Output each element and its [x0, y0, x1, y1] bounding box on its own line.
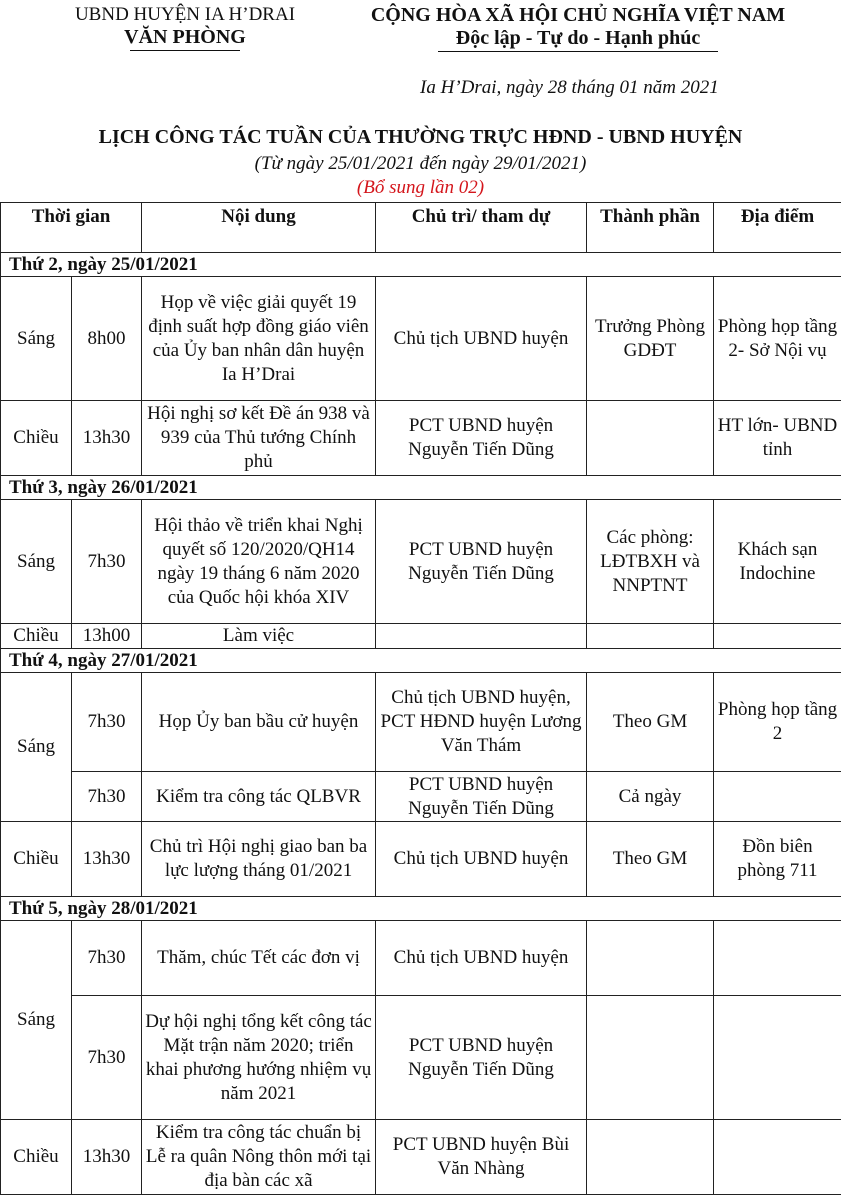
host-cell	[376, 624, 587, 649]
session-cell: Chiều	[1, 1120, 72, 1195]
members-cell: Trưởng Phòng GDĐT	[587, 277, 714, 401]
time-cell: 7h30	[72, 921, 142, 996]
table-row	[1, 277, 841, 401]
host-cell: PCT UBND huyện Nguyễn Tiến Dũng	[376, 500, 587, 624]
table-row	[1, 1120, 841, 1195]
location-cell	[714, 772, 841, 822]
table-row	[1, 624, 841, 649]
location-cell: Khách sạn Indochine	[714, 500, 841, 624]
national-block	[318, 4, 838, 52]
members-cell: Theo GM	[587, 822, 714, 897]
content-cell: Hội thảo về triển khai Nghị quyết số 120/2020/QH14 ngày 19 tháng 6 năm 2020 của Quốc hội khóa XIV	[142, 500, 376, 624]
members-cell	[587, 996, 714, 1120]
location-cell	[714, 1120, 841, 1195]
header-time: Thời gian	[1, 203, 142, 253]
date-line: Ia H’Drai, ngày 28 tháng 01 năm 2021	[420, 77, 719, 98]
header-content: Nội dung	[142, 203, 376, 253]
session-cell: Sáng	[1, 277, 72, 401]
members-cell	[587, 921, 714, 996]
time-cell: 7h30	[72, 772, 142, 822]
session-cell: Chiều	[1, 401, 72, 476]
table-row	[1, 500, 841, 624]
content-cell: Họp Ủy ban bầu cử huyện	[142, 673, 376, 772]
document-title: LỊCH CÔNG TÁC TUẦN CỦA THƯỜNG TRỰC HĐND - UBND HUYỆN	[98, 126, 743, 148]
day-label: Thứ 3, ngày 26/01/2021	[1, 476, 841, 500]
content-cell: Hội nghị sơ kết Đề án 938 và 939 của Thủ tướng Chính phủ	[142, 401, 376, 476]
location-cell	[714, 921, 841, 996]
time-cell: 8h00	[72, 277, 142, 401]
supplement-note: (Bổ sung lần 02)	[356, 177, 485, 198]
header-members: Thành phần	[587, 203, 714, 253]
host-cell: Chủ tịch UBND huyện, PCT HĐND huyện Lương Văn Thám	[376, 673, 587, 772]
content-cell: Làm việc	[142, 624, 376, 649]
members-cell	[587, 624, 714, 649]
day-row	[1, 897, 841, 921]
host-cell: PCT UBND huyện Bùi Văn Nhàng	[376, 1120, 587, 1195]
members-cell	[587, 1120, 714, 1195]
time-cell: 13h30	[72, 1120, 142, 1195]
content-cell: Thăm, chúc Tết các đơn vị	[142, 921, 376, 996]
session-cell: Chiều	[1, 822, 72, 897]
issuer-dept: VĂN PHÒNG	[124, 26, 246, 48]
time-cell: 13h30	[72, 822, 142, 897]
content-cell: Họp về việc giải quyết 19 định suất hợp đồng giáo viên của Ủy ban nhân dân huyện Ia H’Drai	[142, 277, 376, 401]
table-row	[1, 401, 841, 476]
time-cell: 13h00	[72, 624, 142, 649]
host-cell: PCT UBND huyện Nguyễn Tiến Dũng	[376, 401, 587, 476]
content-cell: Dự hội nghị tổng kết công tác Mặt trận năm 2020; triển khai phương hướng nhiệm vụ năm 2021	[142, 996, 376, 1120]
header-host: Chủ trì/ tham dự	[376, 203, 587, 253]
day-label: Thứ 5, ngày 28/01/2021	[1, 897, 841, 921]
session-cell: Sáng	[1, 500, 72, 624]
members-cell: Cả ngày	[587, 772, 714, 822]
session-cell: Chiều	[1, 624, 72, 649]
document-subtitle: (Từ ngày 25/01/2021 đến ngày 29/01/2021)	[254, 153, 587, 174]
host-cell: Chủ tịch UBND huyện	[376, 822, 587, 897]
day-label: Thứ 2, ngày 25/01/2021	[1, 253, 841, 277]
national-motto: Độc lập - Tự do - Hạnh phúc	[455, 27, 701, 49]
table-row	[1, 996, 841, 1120]
host-cell: PCT UBND huyện Nguyễn Tiến Dũng	[376, 772, 587, 822]
host-cell: PCT UBND huyện Nguyễn Tiến Dũng	[376, 996, 587, 1120]
issuer-underline	[130, 50, 240, 51]
host-cell: Chủ tịch UBND huyện	[376, 277, 587, 401]
issuer-org: UBND HUYỆN IA H’DRAI	[74, 4, 296, 25]
table-header-row	[1, 203, 841, 253]
members-cell: Các phòng: LĐTBXH và NNPTNT	[587, 500, 714, 624]
content-cell: Kiểm tra công tác chuẩn bị Lễ ra quân Nông thôn mới tại địa bàn các xã	[142, 1120, 376, 1195]
session-cell: Sáng	[1, 673, 72, 822]
schedule-table	[0, 202, 841, 1195]
header-location: Địa điểm	[714, 203, 841, 253]
content-cell: Chủ trì Hội nghị giao ban ba lực lượng tháng 01/2021	[142, 822, 376, 897]
location-cell	[714, 996, 841, 1120]
table-row	[1, 921, 841, 996]
location-cell: Phòng họp tầng 2- Sở Nội vụ	[714, 277, 841, 401]
content-cell: Kiểm tra công tác QLBVR	[142, 772, 376, 822]
time-cell: 13h30	[72, 401, 142, 476]
session-cell: Sáng	[1, 921, 72, 1120]
location-cell: HT lớn- UBND tỉnh	[714, 401, 841, 476]
host-cell: Chủ tịch UBND huyện	[376, 921, 587, 996]
time-cell: 7h30	[72, 996, 142, 1120]
time-cell: 7h30	[72, 500, 142, 624]
table-row	[1, 673, 841, 772]
time-cell: 7h30	[72, 673, 142, 772]
issuer-block	[40, 4, 330, 51]
table-row	[1, 772, 841, 822]
day-row	[1, 253, 841, 277]
day-row	[1, 649, 841, 673]
location-cell: Đồn biên phòng 711	[714, 822, 841, 897]
day-label: Thứ 4, ngày 27/01/2021	[1, 649, 841, 673]
members-cell	[587, 401, 714, 476]
location-cell	[714, 624, 841, 649]
members-cell: Theo GM	[587, 673, 714, 772]
motto-underline	[438, 51, 718, 52]
national-title: CỘNG HÒA XÃ HỘI CHỦ NGHĨA VIỆT NAM	[370, 4, 786, 26]
location-cell: Phòng họp tầng 2	[714, 673, 841, 772]
table-row	[1, 822, 841, 897]
day-row	[1, 476, 841, 500]
